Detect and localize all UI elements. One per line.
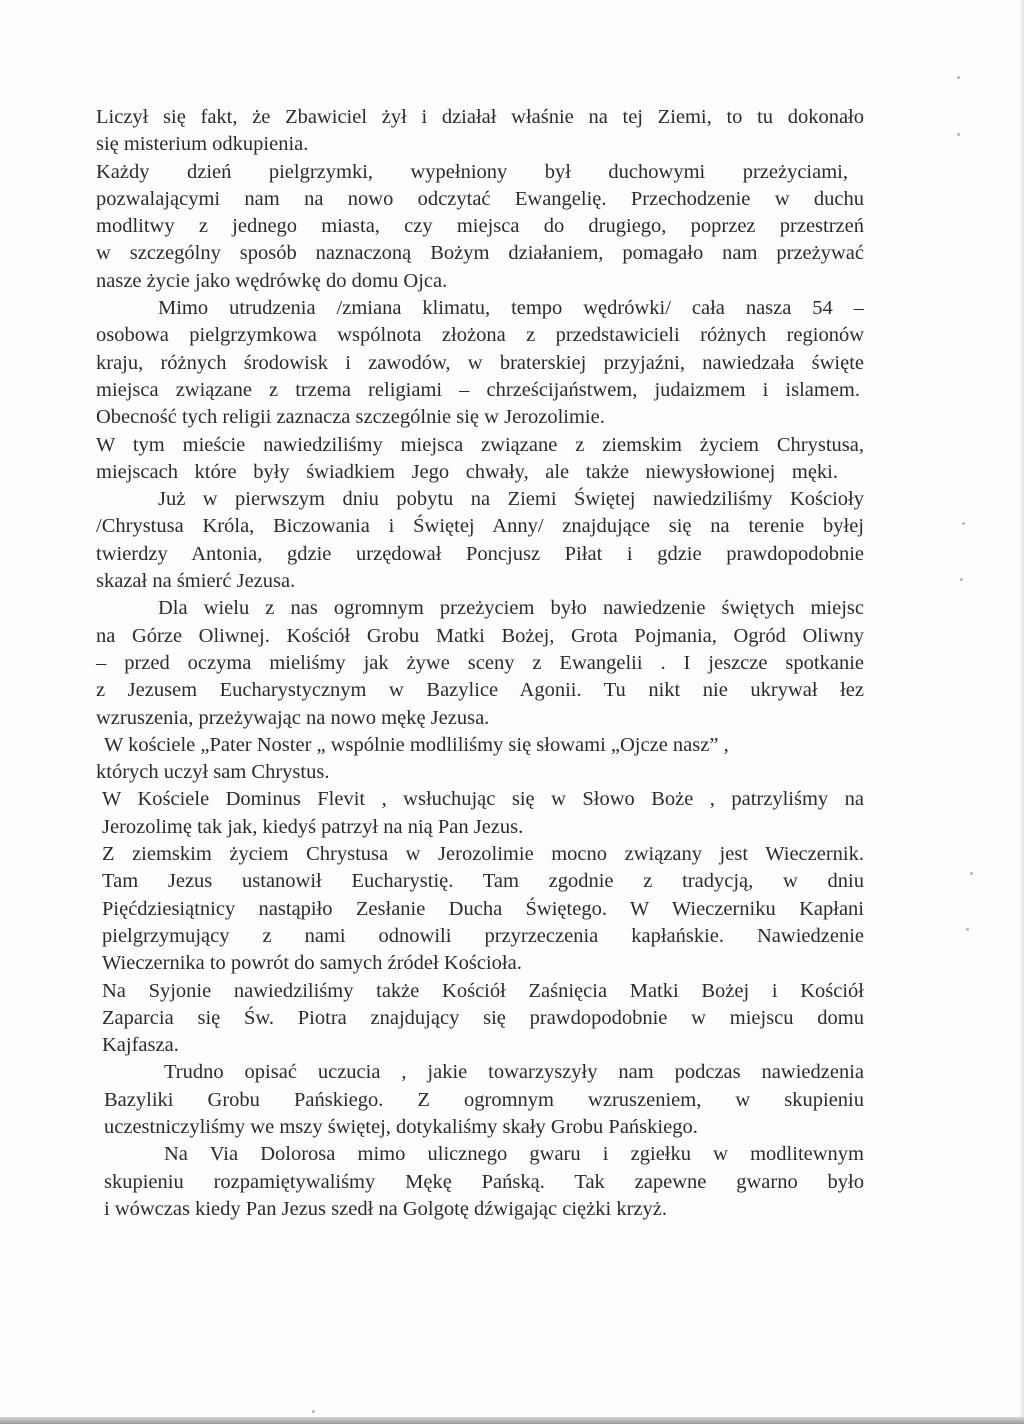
scan-speck <box>957 133 960 136</box>
text-line: skupieniu rozpamiętywaliśmy Mękę Pańską. Tak zapewne gwarno było <box>104 1170 864 1193</box>
scan-speck <box>957 76 960 79</box>
text-line: Jerozolimę tak jak, kiedyś patrzył na nią Pan Jezus. <box>102 815 524 838</box>
text-line: się misterium odkupienia. <box>96 133 309 156</box>
text-line: Dla wielu z nas ogromnym przeżyciem było nawiedzenie świętych miejsc <box>158 597 864 620</box>
text-line: Pięćdziesiątnicy nastąpiło Zesłanie Ducha Świętego. W Wieczerniku Kapłani <box>102 897 864 920</box>
text-line: Bazyliki Grobu Pańskiego. Z ogromnym wzruszeniem, w skupieniu <box>104 1088 864 1111</box>
text-line: modlitwy z jednego miasta, czy miejsca do drugiego, poprzez przestrzeń <box>96 215 864 238</box>
scan-edge-right <box>1018 0 1024 1424</box>
text-line: Kajfasza. <box>102 1034 179 1057</box>
text-line: na Górze Oliwnej. Kościół Grobu Matki Bożej, Grota Pojmania, Ogród Oliwny <box>96 624 864 647</box>
text-line: Na Syjonie nawiedziliśmy także Kościół Zaśnięcia Matki Bożej i Kościół <box>102 979 864 1002</box>
text-line: miejsca związane z trzema religiami – chrześcijaństwem, judaizmem i islamem. <box>96 378 860 401</box>
text-line: Już w pierwszym dniu pobytu na Ziemi Świętej nawiedziliśmy Kościoły <box>158 488 864 511</box>
text-line: – przed oczyma mieliśmy jak żywe sceny z Ewangelii . I jeszcze spotkanie <box>96 651 864 674</box>
text-line: z Jezusem Eucharystycznym w Bazylice Agonii. Tu nikt nie ukrywał łez <box>96 679 864 702</box>
text-line: Z ziemskim życiem Chrystusa w Jerozolimie mocno związany jest Wieczernik. <box>102 843 864 866</box>
text-line: Wieczernika to powrót do samych źródeł Kościoła. <box>102 952 522 975</box>
text-line: W Kościele Dominus Flevit , wsłuchując się w Słowo Boże , patrzyliśmy na <box>102 788 864 811</box>
text-line: i wówczas kiedy Pan Jezus szedł na Golgotę dźwigając ciężki krzyż. <box>104 1197 667 1220</box>
text-line: W kościele „Pater Noster „ wspólnie modliliśmy się słowami „Ojcze nasz” , <box>104 733 729 756</box>
text-line: Na Via Dolorosa mimo ulicznego gwaru i zgiełku w modlitewnym <box>164 1143 864 1166</box>
text-line: /Chrystusa Króla, Biczowania i Świętej Anny/ znajdujące się na terenie byłej <box>96 515 864 538</box>
text-line: Każdy dzień pielgrzymki, wypełniony był duchowymi przeżyciami, <box>96 160 848 183</box>
document-body <box>96 104 868 1223</box>
text-line: skazał na śmierć Jezusa. <box>96 570 296 593</box>
scan-speck <box>966 928 969 931</box>
text-line: kraju, różnych środowisk i zawodów, w braterskiej przyjaźni, nawiedzała święte <box>96 351 864 374</box>
text-line: Tam Jezus ustanowił Eucharystię. Tam zgodnie z tradycją, w dniu <box>102 870 864 893</box>
text-line: których uczył sam Chrystus. <box>96 761 330 784</box>
text-line: Trudno opisać uczucia , jakie towarzyszyły nam podczas nawiedzenia <box>164 1061 864 1084</box>
scan-speck <box>312 1410 315 1413</box>
text-line: nasze życie jako wędrówkę do domu Ojca. <box>96 269 448 292</box>
scan-edge-bottom <box>0 1417 1024 1424</box>
text-line: wzruszenia, przeżywając na nowo mękę Jezusa. <box>96 706 490 729</box>
text-line: twierdzy Antonia, gdzie urzędował Poncjusz Piłat i gdzie prawdopodobnie <box>96 542 864 565</box>
scan-speck <box>962 522 965 525</box>
text-line: Zaparcia się Św. Piotra znajdujący się prawdopodobnie w miejscu domu <box>102 1006 864 1029</box>
text-line: uczestniczyliśmy we mszy świętej, dotykaliśmy skały Grobu Pańskiego. <box>104 1115 698 1138</box>
text-line: Obecność tych religii zaznacza szczególnie się w Jerozolimie. <box>96 406 605 429</box>
scan-speck <box>960 578 963 581</box>
scan-speck <box>970 872 973 875</box>
text-line: Mimo utrudzenia /zmiana klimatu, tempo wędrówki/ cała nasza 54 – <box>158 297 864 320</box>
text-line: miejscach które były świadkiem Jego chwały, ale także niewysłowionej męki. <box>96 460 838 483</box>
text-line: osobowa pielgrzymkowa wspólnota złożona z przedstawicieli różnych regionów <box>96 324 864 347</box>
text-line: pielgrzymujący z nami odnowili przyrzeczenia kapłańskie. Nawiedzenie <box>102 924 864 947</box>
text-line: w szczególny sposób naznaczoną Bożym działaniem, pomagało nam przeżywać <box>96 242 864 265</box>
text-line: pozwalającymi nam na nowo odczytać Ewangelię. Przechodzenie w duchu <box>96 187 864 210</box>
text-line: W tym mieście nawiedziliśmy miejsca związane z ziemskim życiem Chrystusa, <box>96 433 864 456</box>
text-line: Liczył się fakt, że Zbawiciel żył i działał właśnie na tej Ziemi, to tu dokonało <box>96 106 864 128</box>
